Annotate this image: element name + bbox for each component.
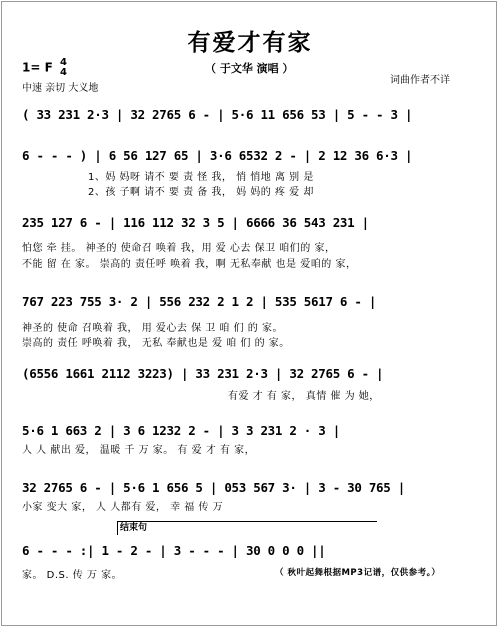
key-signature: [22, 58, 67, 78]
lyric-line-4b: 崇高的 责任 呼唤着 我， 无私 奉献也是 爱 咱 们 的 家。: [22, 338, 290, 349]
performer-label: （ 于文华 演唱 ）: [205, 62, 294, 75]
lyric-line-7: 小家 变大 家， 人 人都有 爱， 幸 福 传 万: [22, 502, 224, 513]
ending-bracket: [117, 521, 377, 535]
transcription-note: （ 秋叶起舞根据MP3记谱，仅供参考。）: [275, 568, 441, 578]
lyric-line-4a: 神圣的 使命 召唤着 我， 用 爱心去 保 卫 咱 们 的 家。: [22, 323, 283, 334]
notation-line-3: 235 127 6 - | 116 112 32 3 5 | 6666 36 543 231 |: [22, 215, 369, 230]
lyric-line-3b: 不能 留 在 家。 崇高的 责任呼 唤着 我，啊 无私奉献 也是 爱咱的 家，: [22, 259, 357, 270]
meter-top: 4: [59, 57, 67, 68]
tempo-marking: 中速 亲切 大义地: [22, 83, 99, 94]
notation-line-2: 6 - - - ) | 6 56 127 65 | 3·6 6532 2 - | 2 12 36 6·3 |: [22, 148, 413, 163]
song-title: 有爱才有家: [187, 30, 313, 56]
notation-line-7: 32 2765 6 - | 5·6 1 656 5 | 053 567 3· | 3 - 30 765 |: [22, 480, 405, 495]
notation-line-8: 6 - - - :| 1 - 2 - | 3 - - - | 30 0 0 0 ||: [22, 543, 326, 558]
lyric-line-2a: 1、妈 妈呀 请不 要 责 怪 我， 悄 悄地 离 别 是: [88, 172, 314, 183]
notation-line-5: (6556 1661 2112 3223) | 33 231 2·3 | 32 2765 6 - |: [22, 366, 384, 381]
credit-label: 词曲作者不详: [390, 75, 450, 86]
notation-line-6: 5·6 1 663 2 | 3 6 1232 2 - | 3 3 231 2 · 3 |: [22, 423, 340, 438]
lyric-line-8: 家。 D.S. 传 万 家。: [22, 570, 123, 581]
lyric-line-5: 有爱 才 有 家， 真情 催 为 她，: [228, 391, 380, 402]
key-label: 1= F: [22, 60, 53, 75]
notation-line-4: 767 223 755 3· 2 | 556 232 2 1 2 | 535 5617 6 - |: [22, 294, 377, 309]
lyric-line-2b: 2、孩 子啊 请不 要 责 备 我， 妈 妈的 疼 爱 却: [88, 187, 314, 198]
time-signature: [60, 58, 67, 78]
meter-bottom: 4: [59, 67, 67, 78]
lyric-line-3a: 怕您 牵 挂。 神圣的 使命召 唤着 我，用 爱 心去 保卫 咱们的 家，: [22, 243, 336, 254]
lyric-line-6: 人 人 献出 爱， 温暖 千 万 家。 有 爱 才 有 家，: [22, 445, 256, 456]
notation-line-1: ( 33 231 2·3 | 32 2765 6 - | 5·6 11 656 53 | 5 - - 3 |: [22, 107, 413, 122]
ending-label: 结束句: [120, 523, 148, 533]
